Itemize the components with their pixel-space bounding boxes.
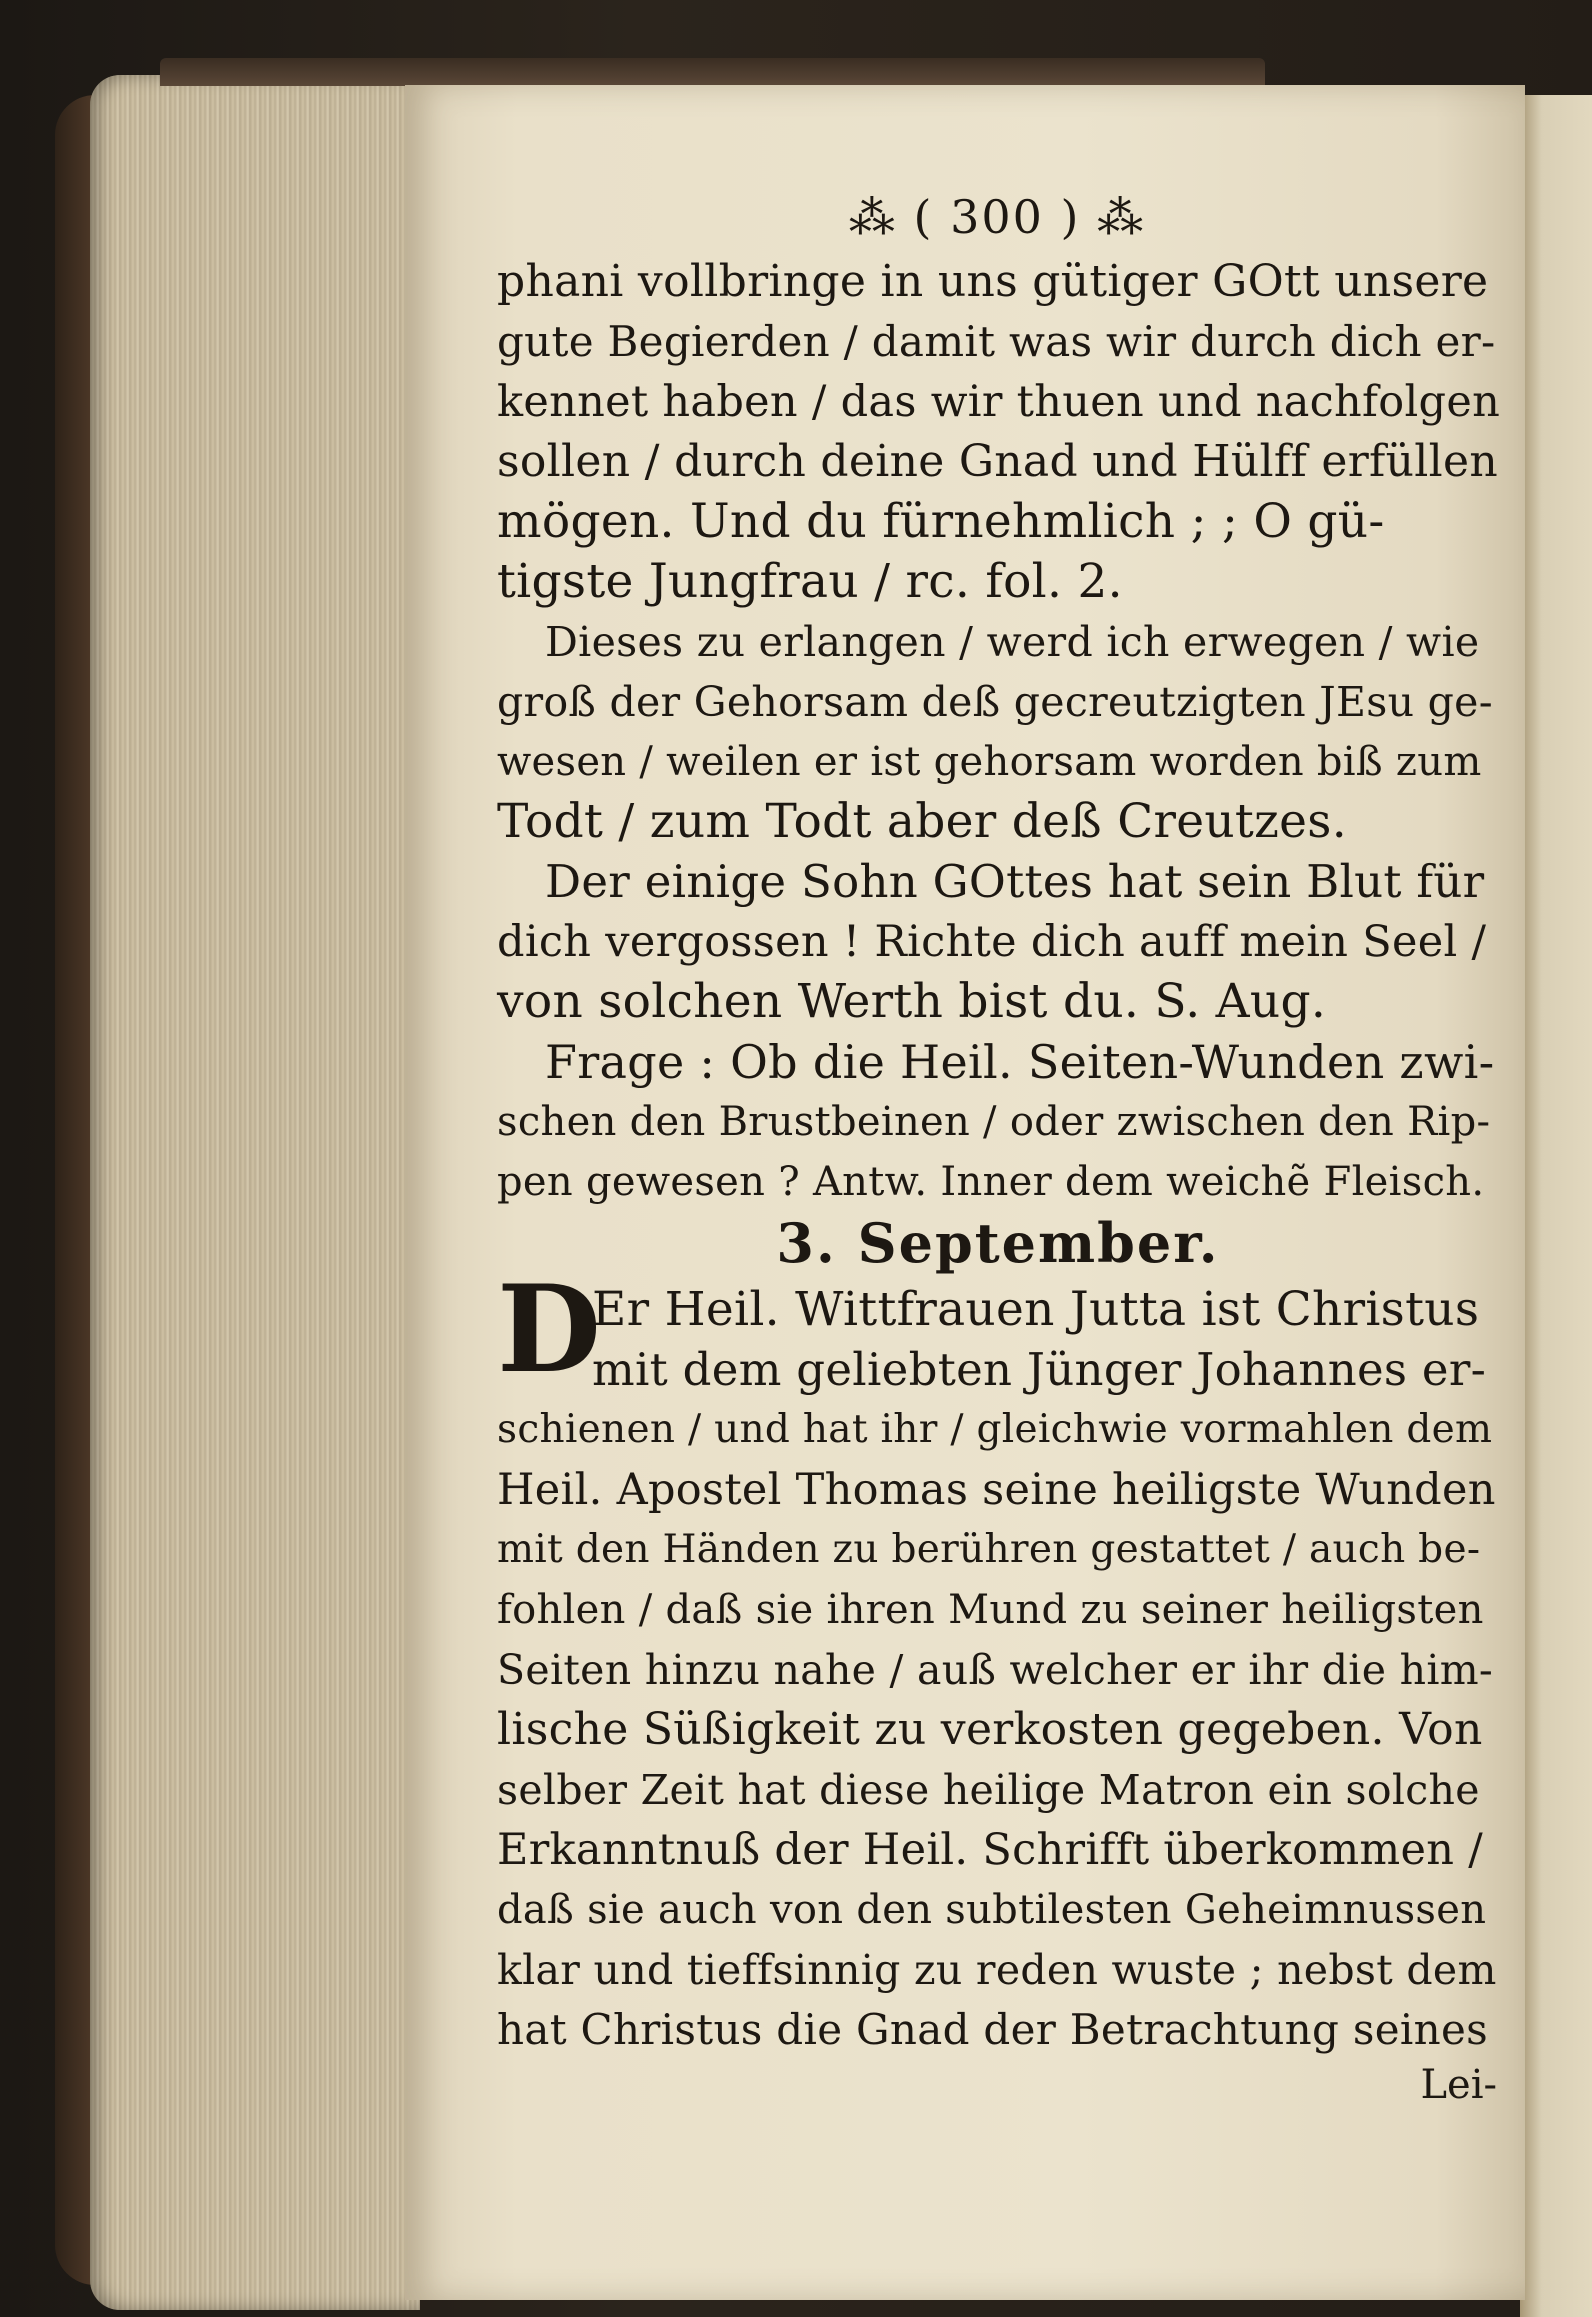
text-line: gute Begierden / damit was wir durch dich er- (497, 317, 1496, 366)
text-line: pen gewesen ? Antw. Inner dem weichẽ Fleisch. (497, 1159, 1485, 1205)
text-line: klar und tieffsinnig zu reden wuste ; nebst dem (497, 1946, 1497, 1994)
section-heading: 3. September. (776, 1211, 1220, 1275)
text-line: Erkanntnuß der Heil. Schrifft überkommen / (497, 1825, 1483, 1875)
text-line: lische Süßigkeit zu verkosten gegeben. Von (497, 1704, 1483, 1755)
text-line: schienen / und hat ihr / gleichwie vormahlen dem (497, 1407, 1493, 1452)
drop-cap: D (497, 1259, 602, 1400)
text-line: wesen / weilen er ist gehorsam worden biß zum (497, 739, 1482, 785)
catchword: Lei- (1420, 2062, 1497, 2108)
text-line: Frage : Ob die Heil. Seiten-Wunden zwi- (545, 1035, 1495, 1089)
text-line: selber Zeit hat diese heilige Matron ein solche (497, 1766, 1480, 1814)
text-line: groß der Gehorsam deß gecreutzigten JEsu ge- (497, 678, 1493, 726)
text-line: Todt / zum Todt aber deß Creutzes. (497, 794, 1347, 849)
text-line: schen den Brustbeinen / oder zwischen den Rip- (497, 1099, 1491, 1145)
text-line: kennet haben / das wir thuen und nachfolgen (497, 377, 1501, 427)
text-line: mit dem geliebten Jünger Johannes er- (592, 1343, 1487, 1396)
text-line: Er Heil. Wittfrauen Jutta ist Christus (592, 1282, 1480, 1337)
text-line: Der einige Sohn GOttes hat sein Blut für (545, 855, 1485, 908)
header-ornament-left: ⁂ (848, 190, 914, 244)
text-line: Dieses zu erlangen / werd ich erwegen / wie (545, 618, 1480, 666)
text-line: phani vollbringe in uns gütiger GOtt unsere (497, 256, 1489, 307)
text-line: Heil. Apostel Thomas seine heiligste Wunden (497, 1465, 1496, 1515)
text-line: fohlen / daß sie ihren Mund zu seiner heiligsten (497, 1587, 1484, 1633)
book-page-edges (90, 75, 420, 2310)
text-line: dich vergossen ! Richte dich auff mein Seel / (497, 917, 1487, 967)
page-number-header (827, 192, 1167, 242)
book-top-board (160, 58, 1265, 86)
text-line: von solchen Werth bist du. S. Aug. (497, 974, 1327, 1029)
text-line: hat Christus die Gnad der Betrachtung seines (497, 2005, 1488, 2054)
text-line: daß sie auch von den subtilesten Geheimnussen (497, 1887, 1487, 1933)
text-line: Seiten hinzu nahe / auß welcher er ihr die him- (497, 1646, 1494, 1694)
text-line: mögen. Und du fürnehmlich ; ; O gü- (497, 494, 1385, 549)
header-ornament-right: ⁂ (1080, 190, 1146, 244)
text-line: sollen / durch deine Gnad und Hülff erfüllen (497, 436, 1498, 487)
text-line: tigste Jungfrau / rc. fol. 2. (497, 554, 1123, 609)
next-page-edge (1520, 95, 1592, 2317)
page-number: ( 300 ) (913, 190, 1081, 244)
text-line: mit den Händen zu berühren gestattet / auch be- (497, 1527, 1481, 1572)
